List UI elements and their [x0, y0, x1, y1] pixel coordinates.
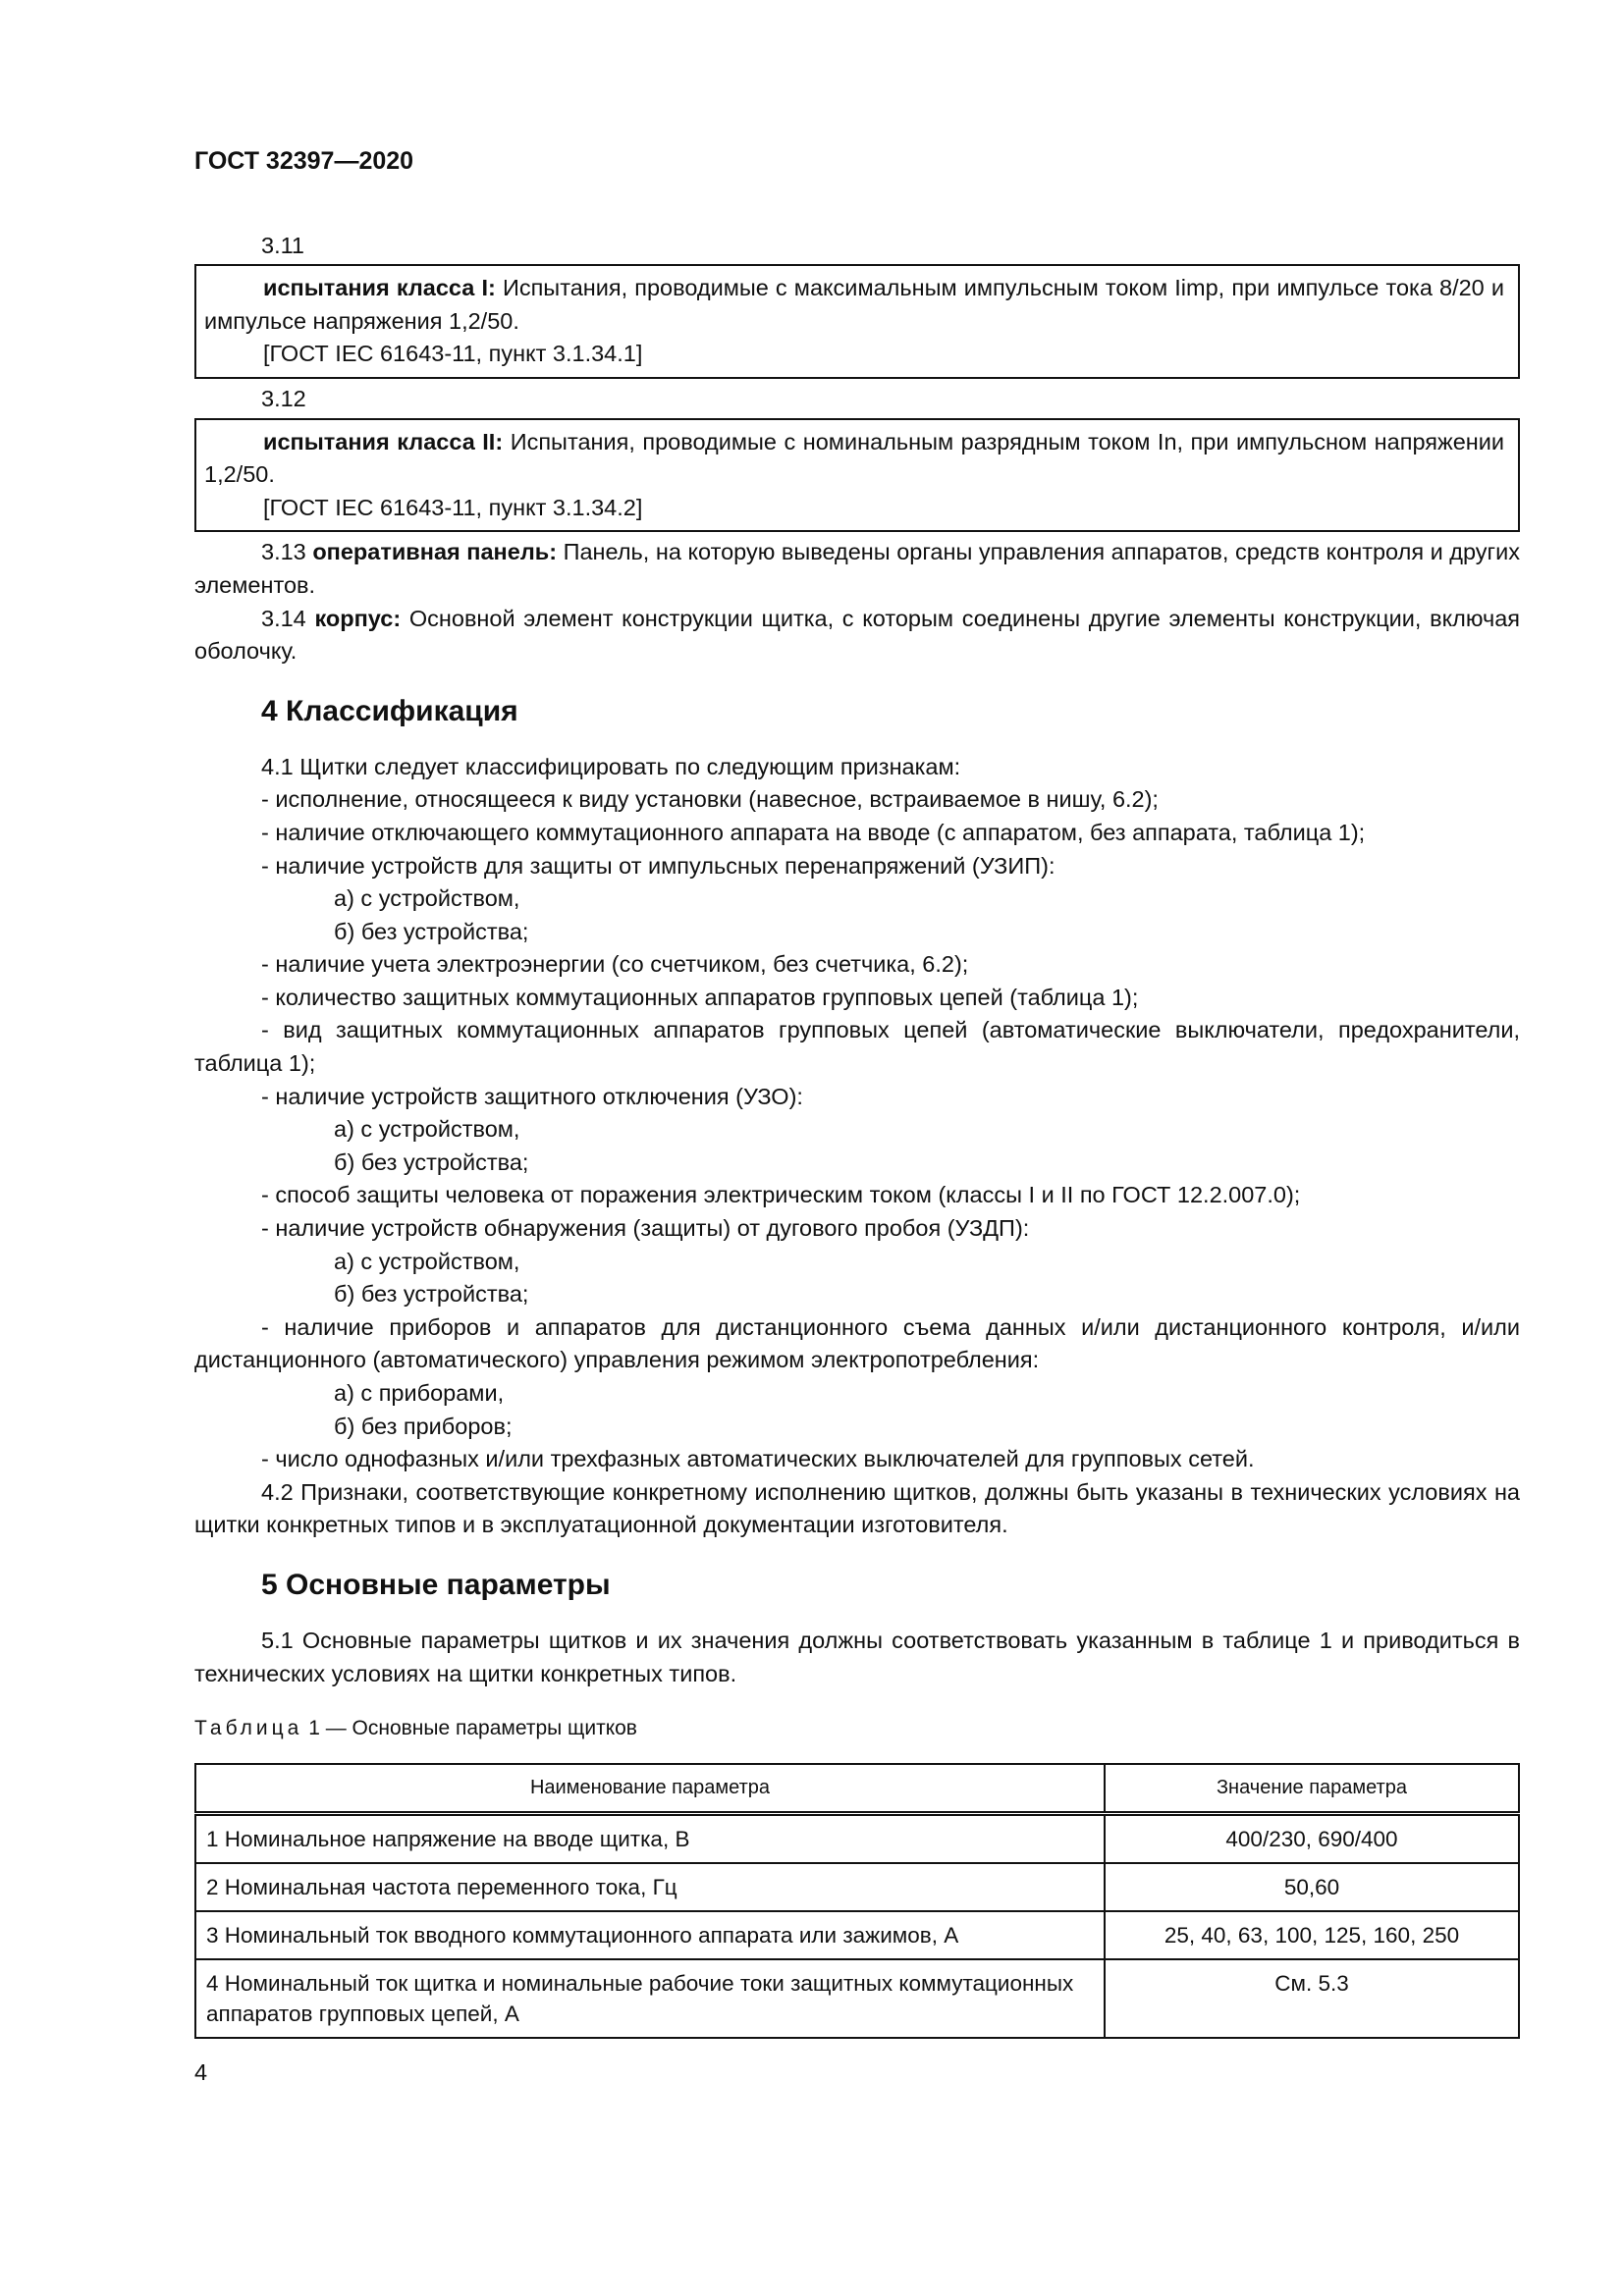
definition-box: [194, 264, 1520, 379]
definition-term: испытания класса I:: [263, 275, 496, 301]
table-row: [195, 1863, 1519, 1911]
parameter-name: 2 Номинальная частота переменного тока, Гц: [195, 1863, 1105, 1911]
column-header: Наименование параметра: [195, 1764, 1105, 1814]
list-item: - наличие устройств защитного отключения (УЗО):: [261, 1083, 803, 1109]
term-name: корпус:: [314, 605, 402, 631]
list-item: - наличие учета электроэнергии (со счетчиком, без счетчика, 6.2);: [261, 951, 969, 978]
parameters-table: [194, 1763, 1520, 2039]
list-item: - исполнение, относящееся к виду установки (навесное, встраиваемое в нишу, 6.2);: [261, 786, 1159, 813]
term-text: Основной элемент конструкции щитка, с которым соединены другие элементы конструкции, включая оболочку.: [194, 605, 1521, 665]
definition-body: Испытания, проводимые с максимальным импульсным током Iimp, при импульсе тока 8/20 и импульсе напряжения 1,2/50.: [204, 275, 1504, 334]
term-paragraph: [194, 603, 1520, 668]
parameter-name: 4 Номинальный ток щитка и номинальные рабочие токи защитных коммутационных аппаратов групповых цепей, А: [195, 1959, 1105, 2038]
definition-term: испытания класса II:: [263, 428, 504, 454]
parameter-value: 25, 40, 63, 100, 125, 160, 250: [1105, 1911, 1519, 1959]
term-name: оперативная панель:: [312, 539, 558, 565]
list-item: - способ защиты человека от поражения электрическим током (классы I и II по ГОСТ 12.2.007.0);: [261, 1182, 1301, 1208]
column-header: Значение параметра: [1105, 1764, 1519, 1814]
list-item: - наличие устройств обнаружения (защиты) от дугового пробоя (УЗДП):: [261, 1215, 1030, 1242]
list-item: б) без устройства;: [334, 1148, 529, 1175]
page-number: 4: [194, 2058, 208, 2085]
list-item: а) с приборами,: [334, 1380, 505, 1406]
document-page: [194, 145, 1520, 2089]
parameter-name: 1 Номинальное напряжение на вводе щитка, В: [195, 1813, 1105, 1863]
list-item: б) без приборов;: [334, 1413, 513, 1439]
definition-box: [194, 418, 1520, 533]
term-number: 3.13: [261, 539, 306, 565]
list-item: - наличие отключающего коммутационного аппарата на вводе (с аппаратом, без аппарата, таблица 1);: [261, 819, 1366, 845]
classification-list: [194, 783, 1520, 1542]
definition-reference: [ГОСТ IEC 61643-11, пункт 3.1.34.1]: [263, 341, 643, 367]
list-item: 4.2 Признаки, соответствующие конкретному исполнению щитков, должны быть указаны в технических условиях на щитки конкретных типов и в эксплуатационной документации изготовителя.: [194, 1478, 1520, 1538]
definitions: [194, 230, 1520, 533]
list-item: а) с устройством,: [334, 1248, 520, 1274]
table-caption: [194, 1712, 1520, 1745]
definition-reference: [ГОСТ IEC 61643-11, пункт 3.1.34.2]: [263, 494, 643, 520]
definition-text: [204, 426, 1504, 492]
table-caption-label: Таблица: [194, 1717, 303, 1740]
list-item: - наличие устройств для защиты от импульсных перенапряжений (УЗИП):: [261, 852, 1056, 879]
definition-number: 3.11: [261, 232, 304, 258]
document-header: ГОСТ 32397—2020: [194, 147, 414, 175]
section-5-paragraph: 5.1 Основные параметры щитков и их значения должны соответствовать указанным в таблице 1 и приводиться в технических условиях на щитки конкретных типов.: [194, 1627, 1520, 1686]
list-item: - вид защитных коммутационных аппаратов групповых цепей (автоматические выключатели, предохранители, таблица 1);: [194, 1017, 1520, 1077]
parameter-value: 50,60: [1105, 1863, 1519, 1911]
term-text: Панель, на которую выведены органы управления аппаратов, средств контроля и других элементов.: [194, 539, 1521, 598]
table-row: [195, 1911, 1519, 1959]
list-item: - число однофазных и/или трехфазных автоматических выключателей для групповых сетей.: [261, 1446, 1255, 1472]
definition-text: [204, 272, 1504, 338]
terms: [194, 536, 1520, 667]
list-item: - количество защитных коммутационных аппаратов групповых цепей (таблица 1);: [261, 984, 1139, 1010]
section-4-intro: 4.1 Щитки следует классифицировать по следующим признакам:: [261, 753, 961, 779]
table-caption-text: 1 — Основные параметры щитков: [308, 1717, 637, 1740]
table-row: [195, 1813, 1519, 1863]
section-4-title: 4 Классификация: [261, 694, 518, 727]
parameter-value: См. 5.3: [1105, 1959, 1519, 2038]
section-5-title: 5 Основные параметры: [261, 1568, 611, 1601]
table-row: [195, 1959, 1519, 2038]
definition-number: 3.12: [261, 385, 306, 411]
list-item: а) с устройством,: [334, 885, 520, 912]
list-item: - наличие приборов и аппаратов для дистанционного съема данных и/или дистанционного контроля, и/или дистанционного (автоматического) управления режимом электропотребления:: [194, 1313, 1520, 1373]
parameter-name: 3 Номинальный ток вводного коммутационного аппарата или зажимов, А: [195, 1911, 1105, 1959]
list-item: б) без устройства;: [334, 918, 529, 944]
list-item: а) с устройством,: [334, 1116, 520, 1143]
term-paragraph: [194, 536, 1520, 602]
term-number: 3.14: [261, 605, 306, 631]
parameter-value: 400/230, 690/400: [1105, 1813, 1519, 1863]
list-item: б) без устройства;: [334, 1281, 529, 1308]
definition-body: Испытания, проводимые с номинальным разрядным током In, при импульсном напряжении 1,2/50.: [204, 428, 1504, 488]
